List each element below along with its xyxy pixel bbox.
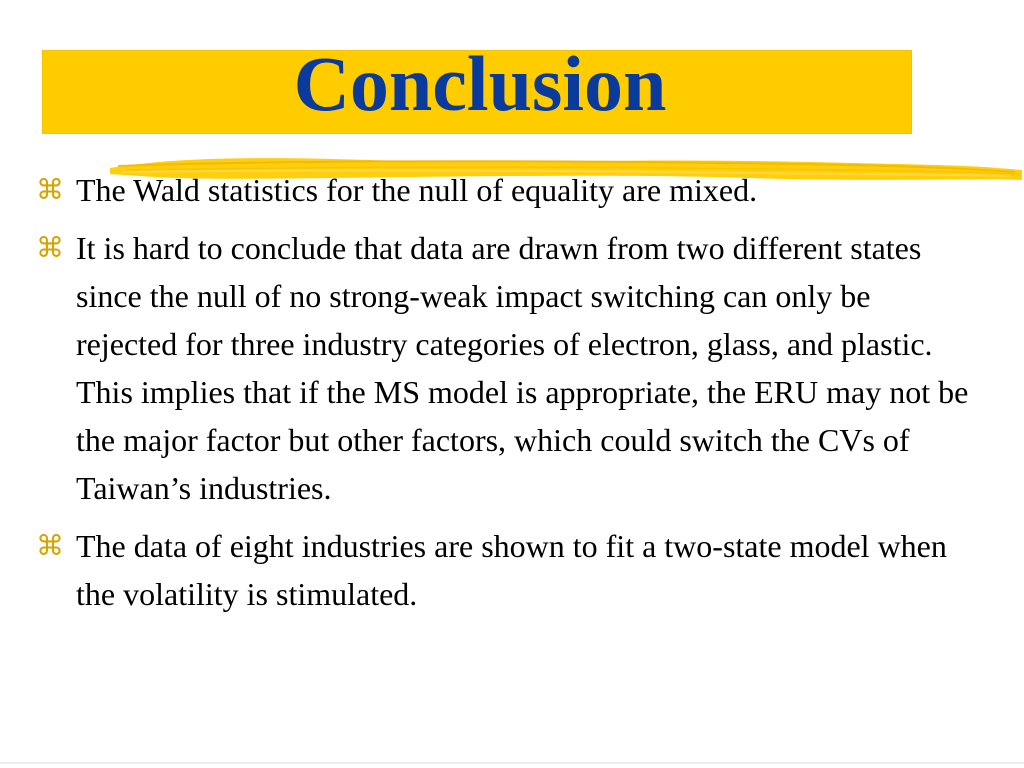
bullet-text: The Wald statistics for the null of equality are mixed. (76, 172, 758, 208)
command-key-icon: ⌘ (36, 231, 64, 264)
command-key-icon: ⌘ (36, 173, 64, 206)
bullet-text: It is hard to conclude that data are drawn from two different states since the null of no strong-weak impact switching can only be rejected for three industry categories of electron, glass, and plastic. This implies that if the MS model is appropriate, the ERU may not be the major factor but other factors, which could switch the CVs of Taiwan’s industries. (76, 230, 969, 506)
bullet-list (36, 166, 976, 628)
bullet-item (36, 166, 976, 214)
bullet-item (36, 522, 976, 618)
slide-title: Conclusion (293, 40, 667, 127)
bottom-divider (0, 762, 1024, 764)
command-key-icon: ⌘ (36, 529, 64, 562)
bullet-item (36, 224, 976, 512)
bullet-text: The data of eight industries are shown to fit a two-state model when the volatility is stimulated. (76, 528, 947, 612)
